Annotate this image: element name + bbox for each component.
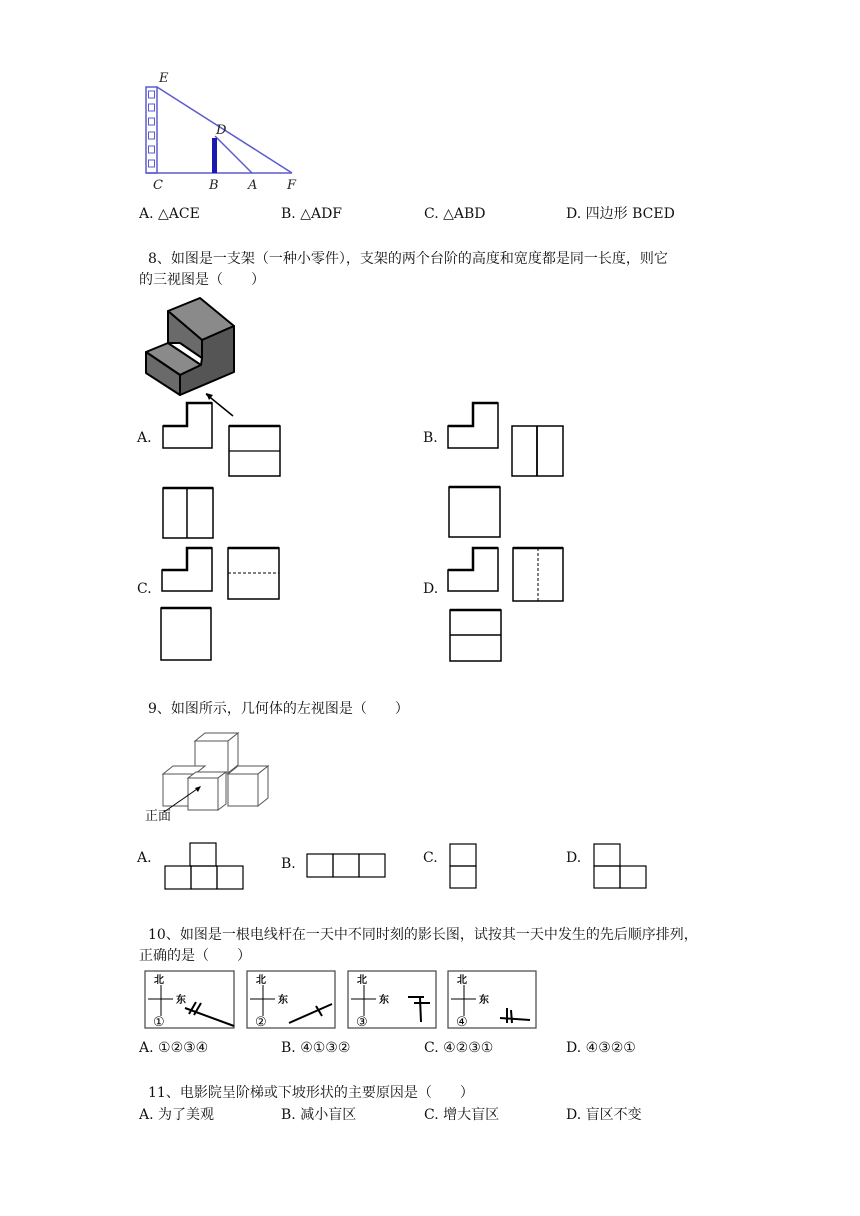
q8-option-b[interactable]: B. [423,430,438,446]
q10-stem-line1: 10、如图是一根电线杆在一天中不同时刻的影长图，试按其一天中发生的先后顺序排列， [148,927,698,943]
q9-option-a[interactable]: A. [137,850,152,866]
q8-stem-line1: 8、如图是一支架（一种小零件），支架的两个台阶的高度和宽度都是同一长度，则它 [148,251,668,267]
q10-option-a[interactable]: A. ①②③④ [139,1040,209,1056]
east-label-1: 东 [176,995,186,1006]
q10-stem-line2: 正确的是（ ） [139,948,251,964]
north-label-4: 北 [457,975,467,986]
q10-option-b[interactable]: B. ④①③② [281,1040,351,1056]
panel-number-1: ① [153,1015,165,1030]
north-label-3: 北 [357,975,367,986]
panel-number-2: ② [255,1015,267,1030]
east-label-4: 东 [479,995,489,1006]
q11-option-b[interactable]: B. 减小盲区 [281,1107,357,1123]
q10-option-d[interactable]: D. ④③②① [566,1040,636,1056]
east-label-3: 东 [379,995,389,1006]
q10-option-c[interactable]: C. ④②③① [424,1040,494,1056]
q9-option-c[interactable]: C. [423,850,438,866]
q9-figures [0,720,860,900]
q9-option-d[interactable]: D. [566,850,582,866]
q8-option-a[interactable]: A. [137,430,152,446]
label-A: A [248,178,258,193]
label-E: E [159,71,169,86]
q11-option-a[interactable]: A. 为了美观 [139,1107,215,1123]
panel-number-4: ④ [456,1015,468,1030]
label-F: F [287,178,297,193]
label-C: C [153,178,163,193]
q7-figure [0,0,860,200]
east-label-2: 东 [278,995,288,1006]
label-D: D [216,123,227,138]
q10-panels [0,968,860,1032]
north-label-1: 北 [154,975,164,986]
north-label-2: 北 [256,975,266,986]
q11-option-c[interactable]: C. 增大盲区 [424,1107,500,1123]
q8-option-d[interactable]: D. [423,581,439,597]
q7-option-c[interactable]: C. △ABD [424,206,486,222]
label-B: B [209,178,219,193]
q9-option-b[interactable]: B. [281,856,296,872]
q8-stem-line2: 的三视图是（ ） [139,272,265,288]
q7-option-a[interactable]: A. △ACE [139,206,200,222]
q9-stem: 9、如图所示，几何体的左视图是（ ） [148,701,409,717]
front-label: 正面 [145,809,172,824]
q11-option-d[interactable]: D. 盲区不变 [566,1107,642,1123]
panel-number-3: ③ [356,1015,368,1030]
q8-figures [0,290,860,680]
q7-option-d[interactable]: D. 四边形 BCED [566,206,675,222]
q7-option-b[interactable]: B. △ADF [281,206,343,222]
q11-stem: 11、电影院呈阶梯或下坡形状的主要原因是（ ） [148,1085,474,1101]
q8-option-c[interactable]: C. [137,581,152,597]
pole [212,138,217,173]
bracket-3d [146,298,234,395]
